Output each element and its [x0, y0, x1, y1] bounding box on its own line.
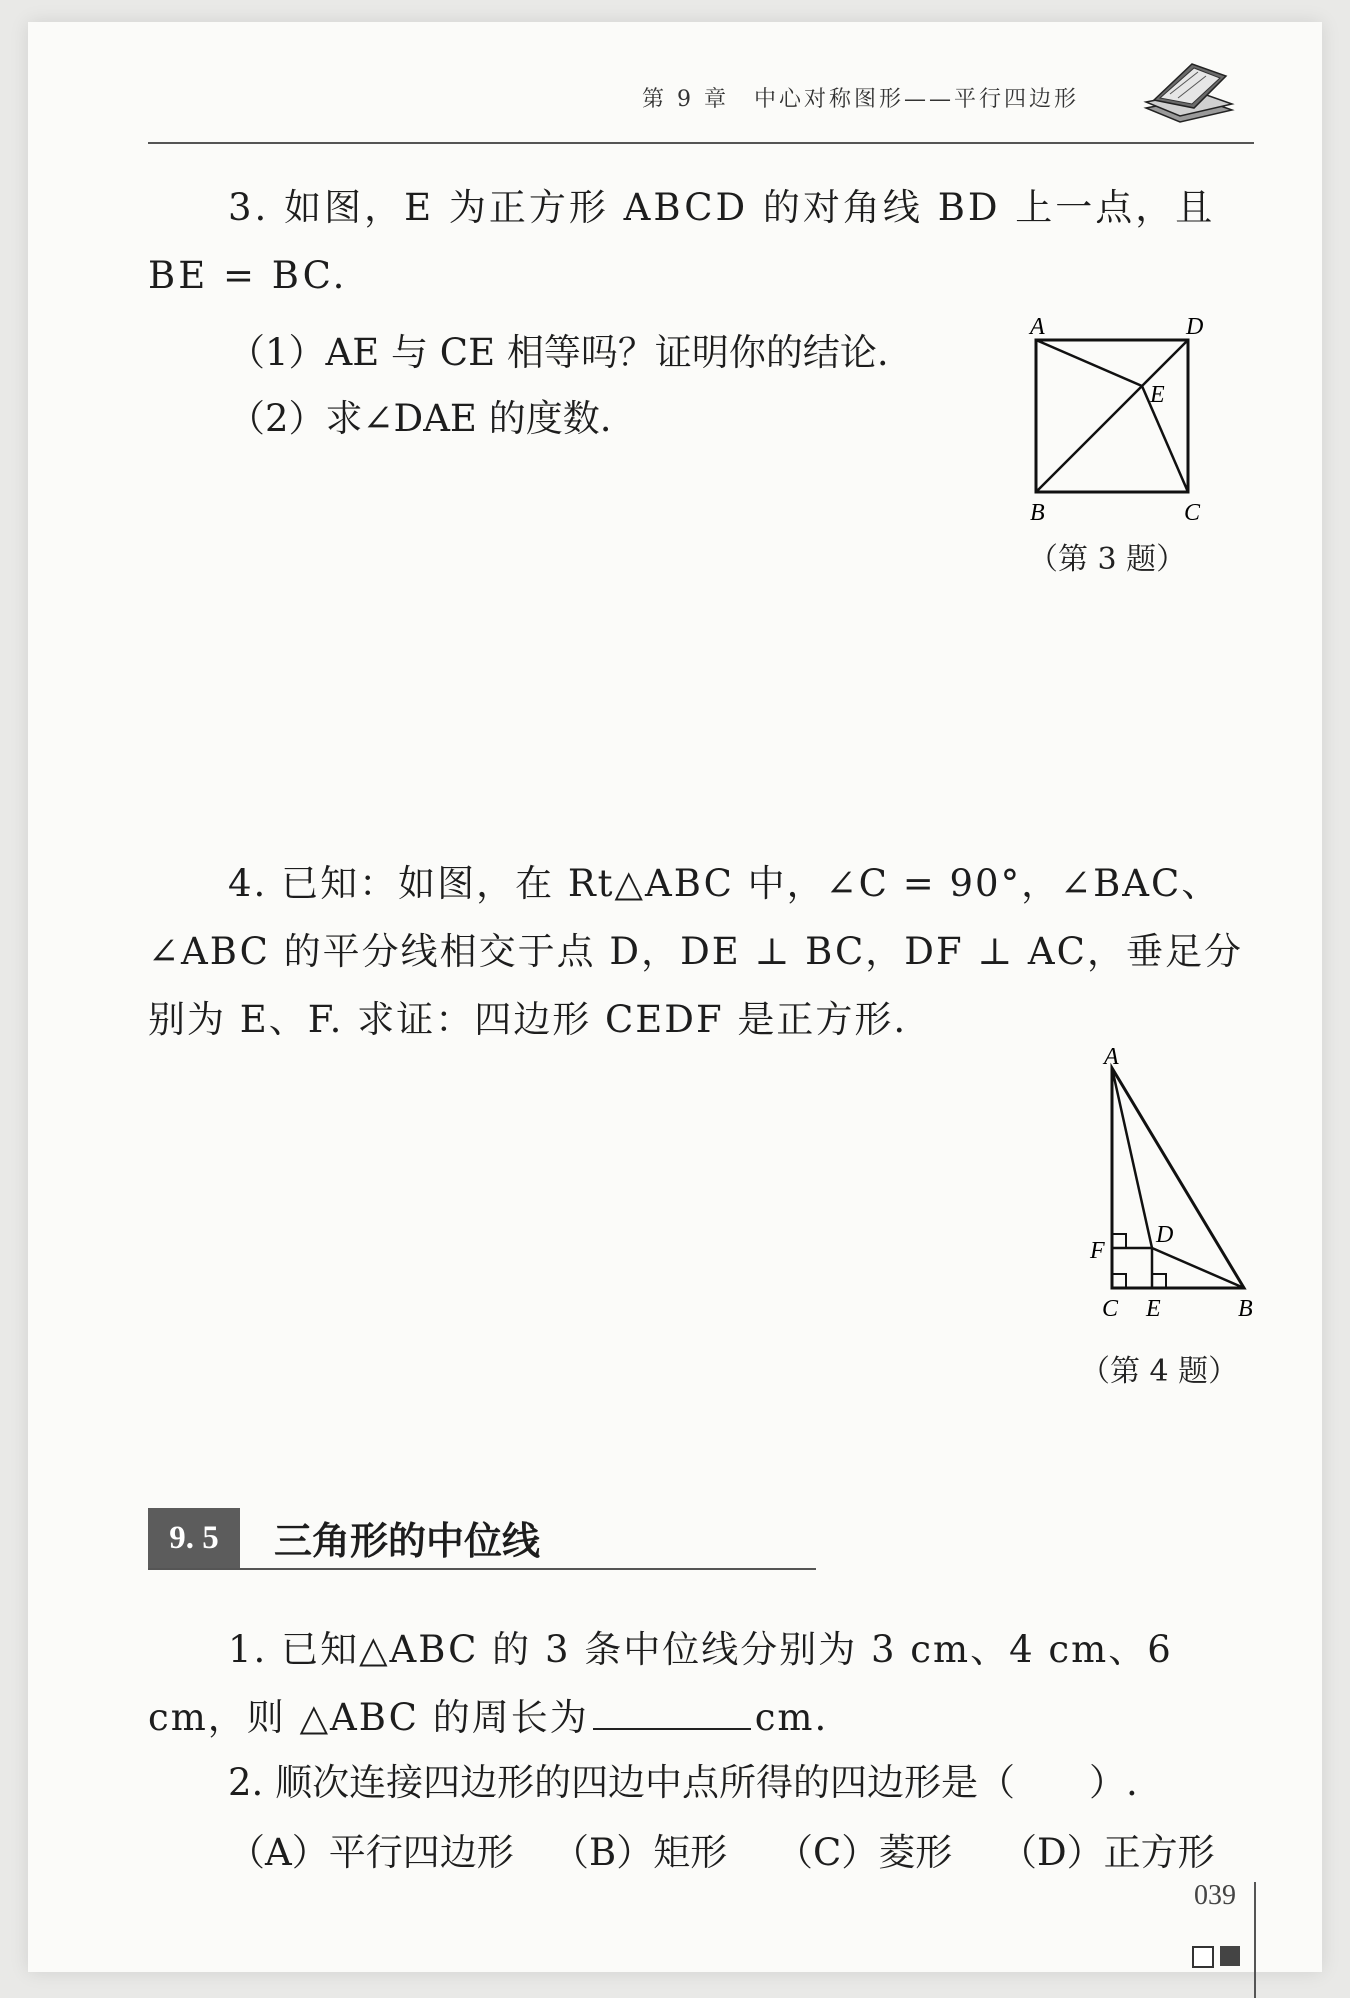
label-F: F: [1090, 1238, 1105, 1264]
option-a[interactable]: （A）平行四边形: [228, 1831, 514, 1874]
label-C: C: [1102, 1296, 1119, 1322]
label-A: A: [1030, 314, 1045, 340]
label-B: B: [1030, 500, 1045, 526]
problem-1-unit: cm.: [754, 1696, 829, 1739]
label-E: E: [1150, 382, 1165, 408]
chapter-header: 第 9 章 中心对称图形——平行四边形: [642, 87, 1079, 112]
option-d[interactable]: （D）正方形: [1000, 1831, 1215, 1874]
label-E: E: [1146, 1296, 1161, 1322]
label-D: D: [1186, 314, 1204, 340]
section-problem-2: 2. 顺次连接四边形的四边中点所得的四边形是（ ）.: [228, 1761, 1138, 1804]
page-marker-square-icon: [1192, 1946, 1214, 1968]
problem-2-options: [228, 1822, 1248, 1876]
problem-4-statement: 4. 已知：如图，在 Rt△ABC 中，∠C = 90°，∠BAC、∠ABC 的平分线相交于点 D，DE ⊥ BC，DF ⊥ AC，垂足分别为 E、F. 求证：四边形 CEDF 是正方形.: [148, 862, 1243, 1041]
answer-blank[interactable]: [593, 1698, 751, 1730]
section-title: 三角形的中位线: [274, 1518, 541, 1563]
section-rule: [148, 1568, 816, 1570]
header-rule: [148, 142, 1254, 144]
label-C: C: [1184, 500, 1201, 526]
label-A: A: [1104, 1044, 1119, 1070]
page: [28, 22, 1322, 1972]
page-marker-filled-square-icon: [1220, 1946, 1240, 1966]
option-b[interactable]: （B）矩形: [552, 1831, 728, 1874]
section-number: 9. 5: [148, 1508, 240, 1568]
figure-4-triangle: [1058, 1038, 1258, 1332]
problem-3-part-2: （2）求∠DAE 的度数.: [228, 397, 612, 440]
figure-3-caption: （第 3 题）: [1028, 542, 1187, 577]
figure-3-square: [1020, 304, 1220, 548]
figure-4-caption: （第 4 题）: [1080, 1354, 1239, 1389]
problem-3-part-1: （1）AE 与 CE 相等吗？证明你的结论.: [228, 331, 889, 374]
book-icon: [1140, 58, 1240, 128]
problem-1-text: 1. 已知△ABC 的 3 条中位线分别为 3 cm、4 cm、6 cm，则 △ABC 的周长为: [148, 1628, 1173, 1739]
label-B: B: [1238, 1296, 1253, 1322]
page-number-bar: [1254, 1882, 1256, 1998]
section-problem-1: [148, 1616, 1254, 1752]
label-D: D: [1156, 1222, 1174, 1248]
problem-3-statement: 3. 如图，E 为正方形 ABCD 的对角线 BD 上一点，且 BE = BC.: [148, 186, 1216, 297]
option-c[interactable]: （C）菱形: [776, 1831, 953, 1874]
page-number: 039: [1194, 1880, 1236, 1911]
